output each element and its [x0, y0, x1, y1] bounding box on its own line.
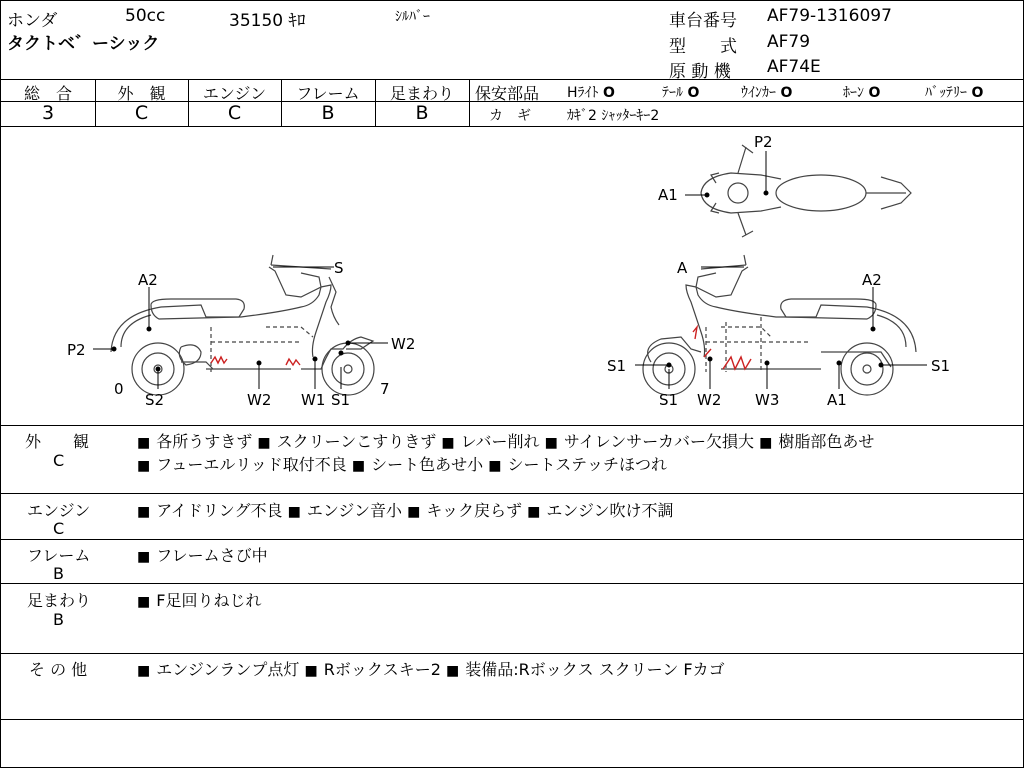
- section-label-exterior: 外 観: [25, 432, 90, 451]
- divider: [1, 653, 1023, 654]
- bullet-icon: ■: [137, 594, 151, 610]
- section-grade-suspension: B: [53, 610, 64, 629]
- label-a1-right: A1: [827, 391, 847, 409]
- divider: [1, 719, 1023, 720]
- label-p2-top: P2: [754, 133, 773, 151]
- key-label: カ ギ: [489, 108, 531, 124]
- engine-code-label: 原 動 機: [669, 62, 731, 82]
- bullet-icon: ■: [544, 435, 558, 451]
- label-s1-right-bottom: S1: [659, 391, 679, 409]
- divider: [1, 493, 1023, 494]
- label-s1-left: S1: [331, 391, 351, 409]
- mileage: 35150 ｷﾛ: [229, 11, 306, 31]
- section-label-suspension: 足まわり: [27, 591, 92, 610]
- section-grade-engine: C: [53, 519, 65, 538]
- remark-item: サイレンサーカバー欠損大: [563, 432, 754, 451]
- type-label: 型 式: [669, 37, 737, 57]
- remark-item: 樹脂部色あせ: [778, 432, 875, 451]
- remark-item: 装備品:Rボックス スクリーン Fカゴ: [465, 660, 725, 679]
- label-p2-left: P2: [67, 341, 86, 359]
- grade-label-overall: 総 合: [23, 84, 72, 103]
- key-value: ｶｷﾞ2 ｼｬｯﾀｰｷｰ2: [567, 108, 660, 124]
- bullet-icon: ■: [759, 435, 773, 451]
- grade-label-suspension: 足まわり: [389, 84, 454, 103]
- grade-frame: B: [321, 102, 335, 124]
- model-name: タクトベ゛ーシック: [7, 34, 160, 54]
- remark-item: エンジン吹け不調: [546, 501, 674, 520]
- label-s1-right-rear: S1: [931, 357, 951, 375]
- section-label-other: そ の 他: [29, 660, 88, 679]
- remark-item: 各所うすきず: [156, 432, 253, 451]
- remark-line: [137, 588, 261, 611]
- label-a-right: A: [677, 259, 688, 277]
- remark-line: [137, 543, 268, 566]
- label-a2-right: A2: [862, 271, 882, 289]
- remark-line: [137, 498, 674, 521]
- safety-parts-label: 保安部品: [475, 84, 540, 103]
- label-a1-top: A1: [658, 186, 678, 204]
- label-w1-left: W1: [301, 391, 326, 409]
- remark-item: シートステッチほつれ: [507, 455, 667, 474]
- scooter-top-view: [701, 145, 911, 237]
- displacement: 50cc: [125, 6, 166, 26]
- label-w3-right: W3: [755, 391, 780, 409]
- remark-item: アイドリング不良: [156, 501, 283, 520]
- bullet-icon: ■: [304, 663, 318, 679]
- label-w2-left-side: W2: [391, 335, 416, 353]
- divider: [1, 425, 1023, 426]
- safety-item-battery: ﾊﾞｯﾃﾘｰ O: [925, 85, 984, 101]
- grade-label-exterior: 外 観: [117, 84, 166, 103]
- remark-item: フレームさび中: [156, 546, 268, 565]
- frame-number-label: 車台番号: [669, 11, 737, 31]
- grade-overall: 3: [41, 102, 55, 124]
- remark-line: [137, 657, 725, 680]
- label-s1-right-front: S1: [607, 357, 627, 375]
- maker: ホンダ: [7, 11, 58, 31]
- bullet-icon: ■: [287, 504, 301, 520]
- bullet-icon: ■: [407, 504, 421, 520]
- damage-marks: [211, 327, 751, 369]
- bullet-icon: ■: [137, 663, 151, 679]
- remark-line: [137, 429, 874, 452]
- section-grade-frame: B: [53, 564, 64, 583]
- label-s2-left: S2: [145, 391, 165, 409]
- label-a2-left: A2: [138, 271, 158, 289]
- damage-diagram: [1, 127, 1023, 425]
- label-0-left: 0: [114, 380, 124, 398]
- safety-item-winker: ｳｲﾝｶｰ O: [741, 85, 793, 101]
- remark-item: エンジンランプ点灯: [156, 660, 300, 679]
- bullet-icon: ■: [257, 435, 271, 451]
- grade-suspension: B: [415, 102, 429, 124]
- remark-item: レバー削れ: [460, 432, 540, 451]
- divider: [1, 79, 1023, 80]
- remark-line: [137, 452, 667, 475]
- grade-label-engine: エンジン: [202, 84, 267, 103]
- remark-item: スクリーンこすりきず: [276, 432, 437, 451]
- bullet-icon: ■: [137, 549, 151, 565]
- bullet-icon: ■: [446, 663, 460, 679]
- divider: [469, 79, 470, 126]
- divider: [1, 583, 1023, 584]
- safety-item-headlight: Hﾗｲﾄ O: [567, 85, 615, 101]
- safety-item-taillight: ﾃｰﾙ O: [662, 85, 700, 101]
- bullet-icon: ■: [488, 458, 502, 474]
- divider: [1, 539, 1023, 540]
- remark-item: キック戻らず: [426, 501, 523, 520]
- label-s-left: S: [334, 259, 344, 277]
- bullet-icon: ■: [137, 435, 151, 451]
- frame-number: AF79-1316097: [767, 6, 892, 26]
- remark-item: Rボックスキー2: [323, 660, 441, 679]
- engine-code: AF74E: [767, 57, 821, 77]
- section-label-engine: エンジン: [27, 501, 91, 520]
- color: ｼﾙﾊﾞｰ: [395, 9, 430, 25]
- bullet-icon: ■: [441, 435, 455, 451]
- safety-item-horn: ﾎｰﾝ O: [843, 85, 881, 101]
- bullet-icon: ■: [351, 458, 366, 474]
- section-grade-exterior: C: [53, 451, 65, 470]
- section-label-frame: フレーム: [27, 546, 91, 565]
- remark-item: フューエルリッド取付不良: [156, 455, 347, 474]
- label-7-left: 7: [380, 380, 390, 398]
- type-value: AF79: [767, 32, 811, 52]
- bullet-icon: ■: [527, 504, 541, 520]
- remark-item: シート色あせ小: [371, 455, 484, 474]
- label-w2-left: W2: [247, 391, 272, 409]
- remark-item: エンジン音小: [306, 501, 403, 520]
- remark-item: F足回りねじれ: [156, 591, 262, 610]
- grade-engine: C: [227, 102, 242, 124]
- grade-exterior: C: [134, 102, 149, 124]
- grade-label-frame: フレーム: [296, 84, 360, 103]
- label-w2-right: W2: [697, 391, 722, 409]
- bullet-icon: ■: [137, 458, 151, 474]
- bullet-icon: ■: [137, 504, 151, 520]
